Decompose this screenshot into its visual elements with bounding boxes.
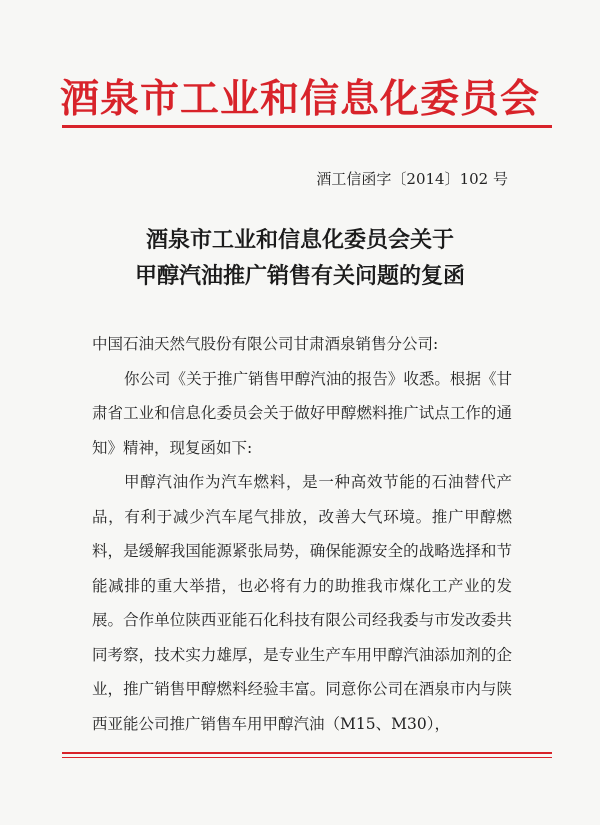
org-header: 酒泉市工业和信息化委员会 — [59, 76, 540, 122]
header-rule — [62, 125, 552, 128]
paragraph-2: 甲醇汽油作为汽车燃料，是一种高效节能的石油替代产品，有利于减少汽车尾气排放，改善大气环境。推广甲醇燃料，是缓解我国能源紧张局势，确保能源安全的战略选择和节能减排的重大举措，也必将有力的助推我市煤化工产业的发展。合作单位陕西亚能石化科技有限公司经我委与市发改委共同考察，技术实力雄厚，是专业生产车用甲醇汽油添加剂的企业，推广销售甲醇燃料经验丰富。同意你公司在酒泉市内与陕西亚能公司推广销售车用甲醇汽油（M15、M30）， — [92, 473, 512, 733]
footer-rule — [62, 752, 552, 754]
addressee: 中国石油天然气股份有限公司甘肃酒泉销售分公司: — [92, 335, 439, 353]
title-line-2: 甲醇汽油推广销售有关问题的复函 — [134, 263, 465, 289]
document-title — [0, 222, 600, 294]
title-line-1: 酒泉市工业和信息化委员会关于 — [145, 227, 454, 253]
paragraph-1: 你公司《关于推广销售甲醇汽油的报告》收悉。根据《甘肃省工业和信息化委员会关于做好甲醇燃料推广试点工作的通知》精神，现复函如下: — [92, 369, 512, 457]
document-number: 酒工信函字〔2014〕102 号 — [316, 170, 508, 188]
footer-rule-thin — [62, 757, 552, 758]
document-body — [92, 327, 512, 741]
